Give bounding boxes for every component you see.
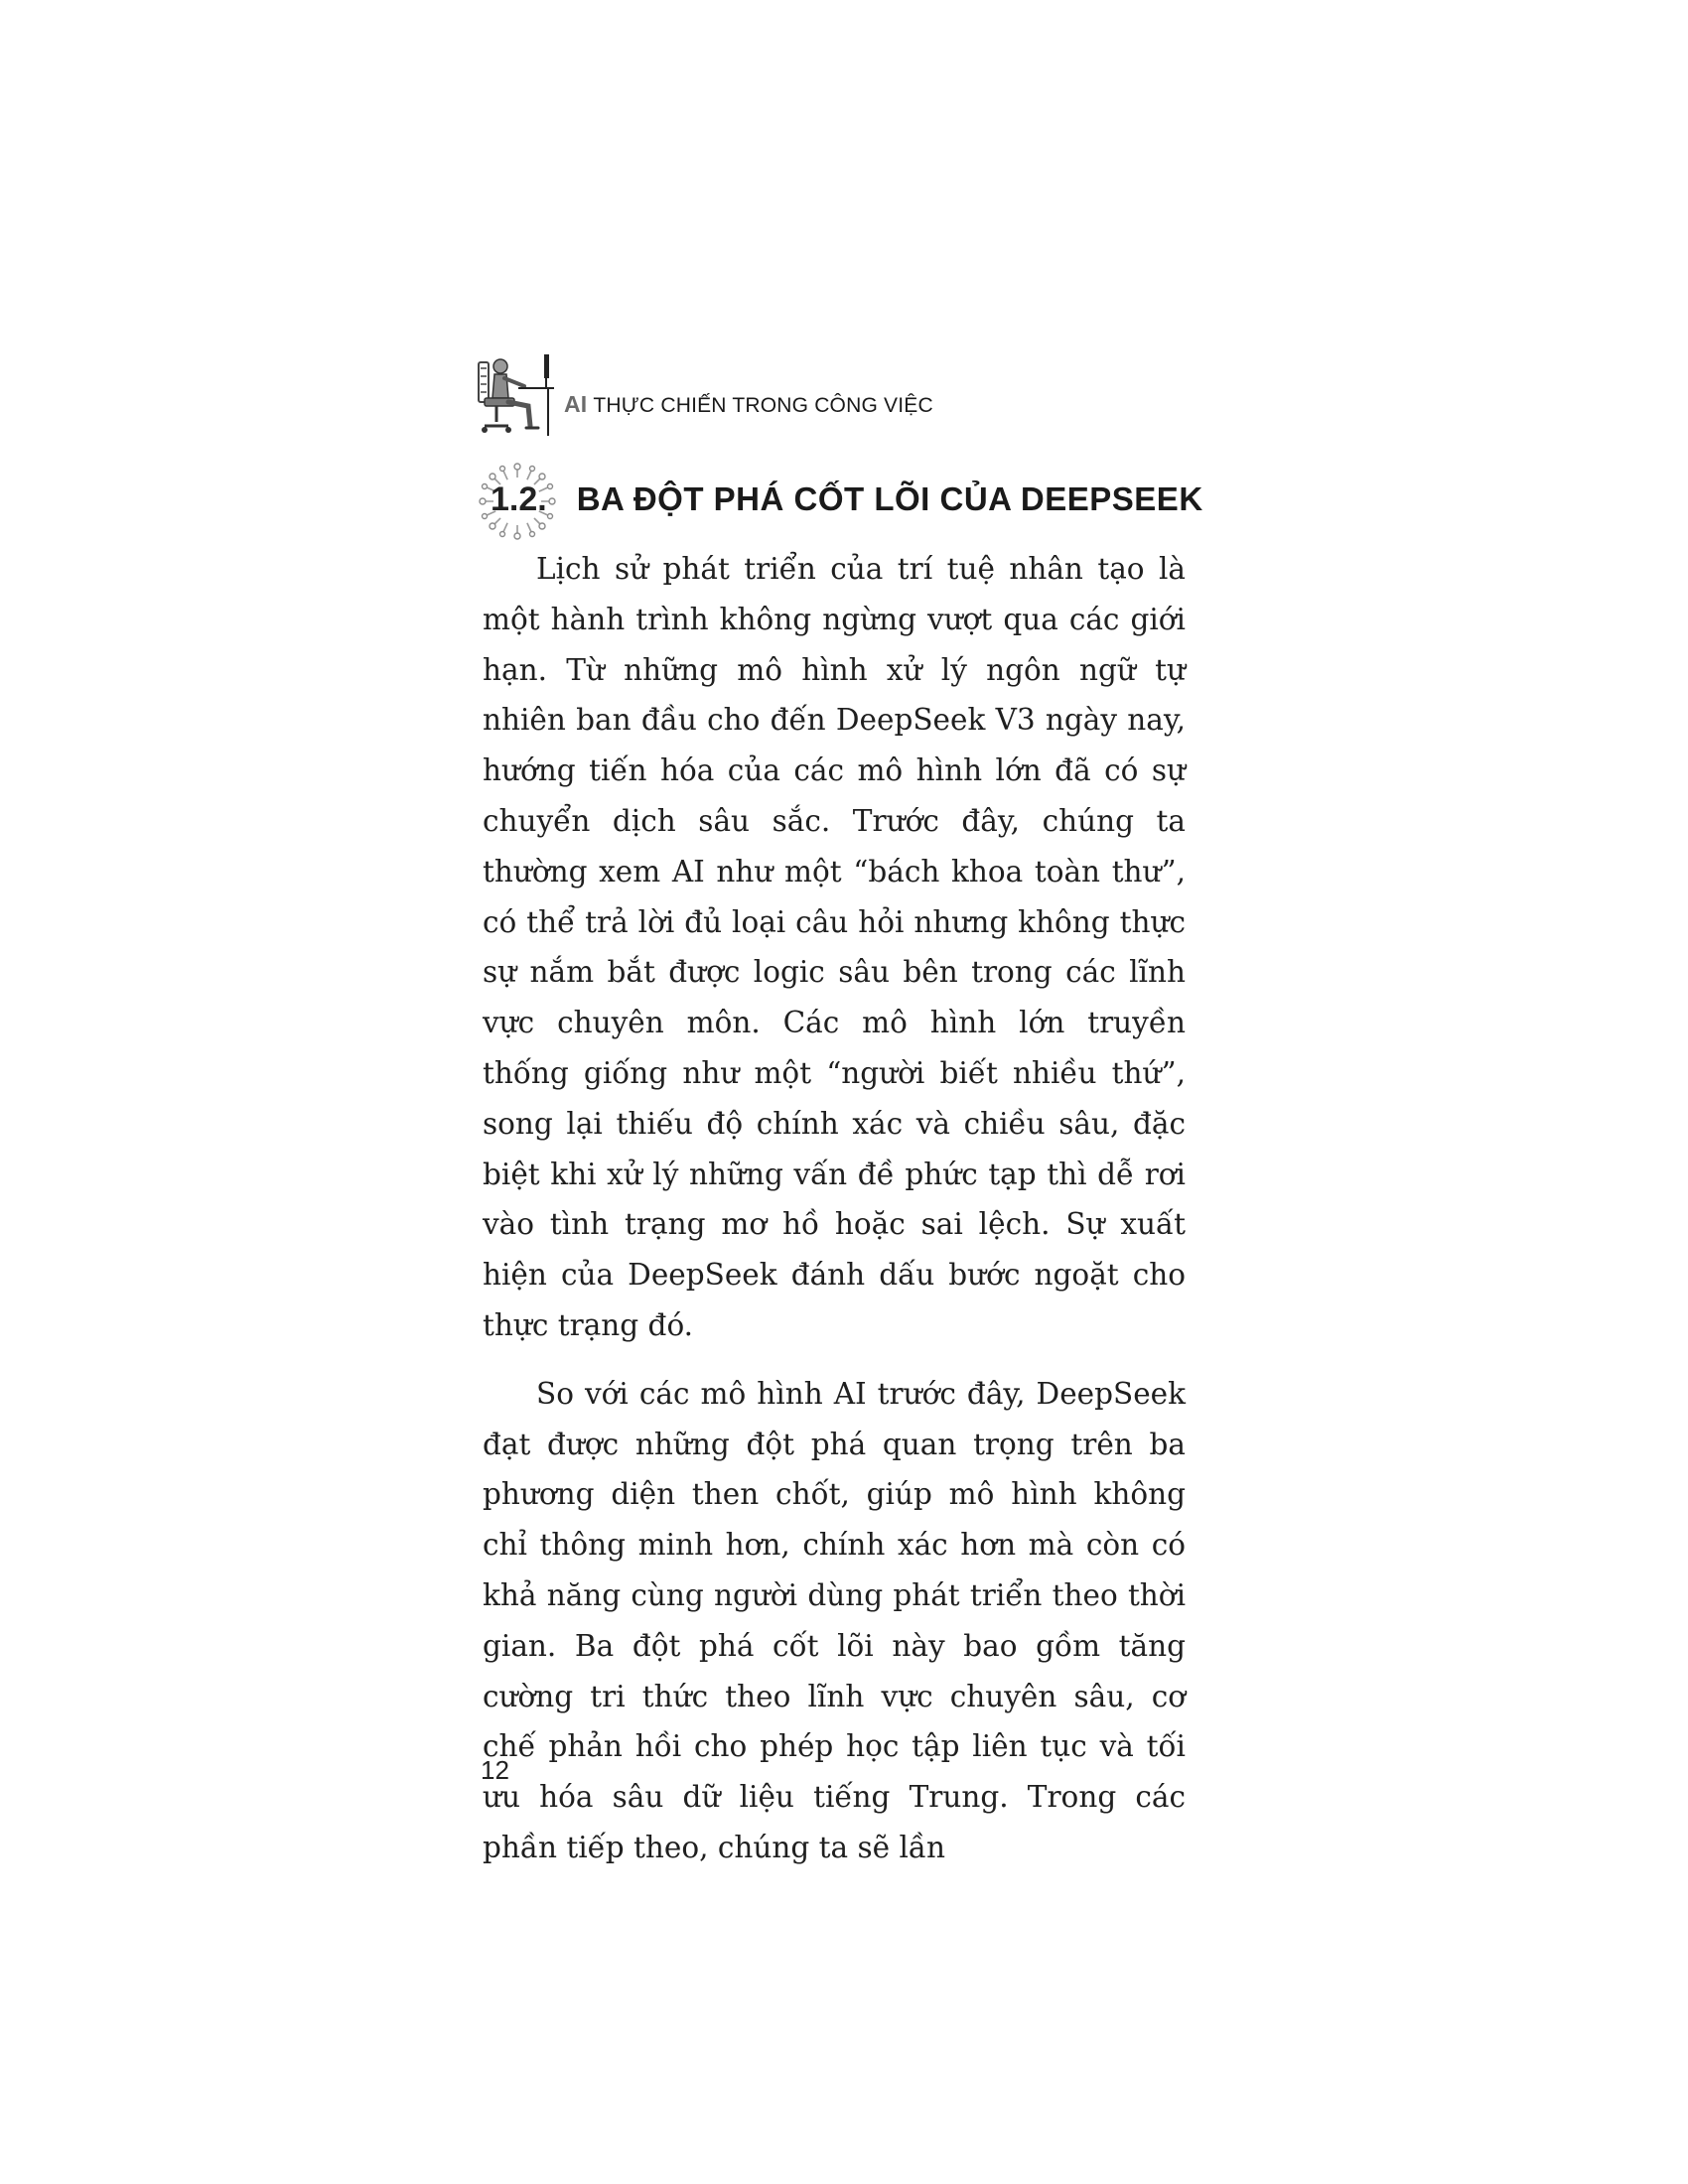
page-number: 12	[481, 1755, 509, 1785]
header-title-text: THỰC CHIẾN TRONG CÔNG VIỆC	[593, 393, 933, 417]
running-header-title	[564, 391, 933, 418]
paragraph-2: So với các mô hình AI trước đây, DeepSeek đạt được những đột phá quan trọng trên ba phương diện then chốt, giúp mô hình không chỉ thông minh hơn, chính xác hơn mà còn có khả năng cùng người dùng phát triển theo thời gian. Ba đột phá cốt lõi này bao gồm tăng cường tri thức theo lĩnh vực chuyên sâu, cơ chế phản hồi cho phép học tập liên tục và tối ưu hóa sâu dữ liệu tiếng Trung. Trong các phần tiếp theo, chúng ta sẽ lần	[483, 1376, 1186, 1864]
person-at-desk-icon	[469, 350, 558, 440]
paragraph-1: Lịch sử phát triển của trí tuệ nhân tạo là một hành trình không ngừng vượt qua các giới hạn. Từ những mô hình xử lý ngôn ngữ tự nhiên ban đầu cho đến DeepSeek V3 ngày nay, hướng tiến hóa của các mô hình lớn đã có sự chuyển dịch sâu sắc. Trước đây, chúng ta thường xem AI như một “bách khoa toàn thư”, có thể trả lời đủ loại câu hỏi nhưng không thực sự nắm bắt được logic sâu bên trong các lĩnh vực chuyên môn. Các mô hình lớn truyền thống giống như một “người biết nhiều thứ”, song lại thiếu độ chính xác và chiều sâu, đặc biệt khi xử lý những vấn đề phức tạp thì dễ rơi vào tình trạng mơ hồ hoặc sai lệch. Sự xuất hiện của DeepSeek đánh dấu bước ngoặt cho thực trạng đó.	[483, 552, 1186, 1342]
body-text	[483, 544, 1186, 1891]
section-heading	[483, 465, 1203, 534]
header-ai-label: AI	[564, 390, 588, 417]
running-header	[469, 345, 933, 445]
section-title: BA ĐỘT PHÁ CỐT LÕI CỦA DEEPSEEK	[576, 480, 1203, 517]
section-number: 1.2.	[491, 479, 547, 518]
